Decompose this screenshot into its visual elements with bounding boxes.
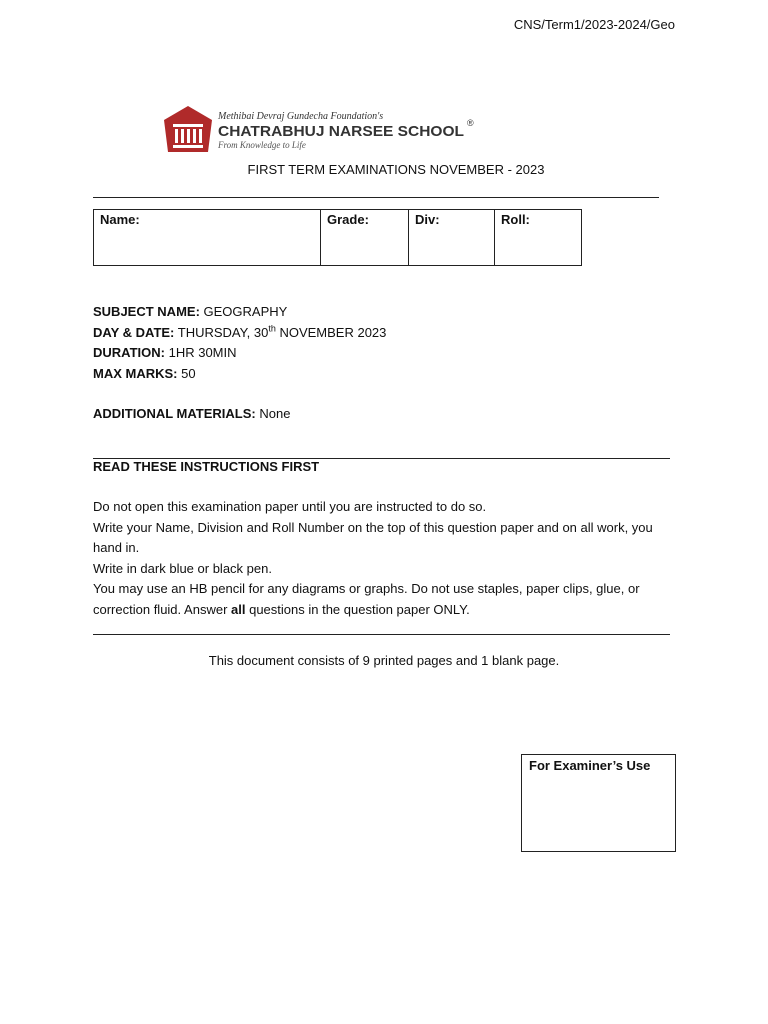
instruction-item: You may use an HB pencil for any diagrams or graphs. Do not use staples, paper clips, glue, or correction fluid. Answer all questions in the question paper ONLY. (93, 581, 640, 617)
date-line: DAY & DATE: THURSDAY, 30th NOVEMBER 2023 (93, 323, 387, 340)
page-count-note: This document consists of 9 printed pages and 1 blank page. (208, 653, 560, 668)
max-marks-line: MAX MARKS: 50 (93, 365, 196, 381)
school-emblem-icon (164, 106, 212, 152)
exam-details (93, 302, 386, 425)
header-divider (93, 197, 659, 198)
instructions-list (93, 497, 673, 620)
grade-cell[interactable]: Grade: (321, 210, 409, 266)
logo-registered-mark: ® (467, 118, 474, 128)
duration-line: DURATION: 1HR 30MIN (93, 345, 237, 360)
roll-cell[interactable]: Roll: (495, 210, 582, 266)
instruction-item: Write your Name, Division and Roll Number on the top of this question paper and on all work, you hand in. (93, 519, 653, 555)
exam-title: FIRST TERM EXAMINATIONS NOVEMBER - 2023 (247, 162, 545, 177)
logo-school-name: CHATRABHUJ NARSEE SCHOOL (218, 123, 464, 140)
additional-materials-line: ADDITIONAL MATERIALS: None (93, 406, 291, 421)
subject-line: SUBJECT NAME: GEOGRAPHY (93, 304, 288, 319)
instructions-bottom-divider (93, 634, 670, 635)
instruction-item: Do not open this examination paper until you are instructed to do so. (93, 499, 487, 514)
school-logo (164, 104, 484, 156)
document-reference: CNS/Term1/2023-2024/Geo (513, 17, 675, 32)
student-details-table (93, 209, 582, 266)
logo-tagline: From Knowledge to Life (218, 140, 306, 150)
examiner-use-label: For Examiner’s Use (529, 758, 651, 773)
name-cell[interactable]: Name: (94, 210, 321, 266)
examiner-use-box (521, 754, 676, 852)
logo-foundation-text: Methibai Devraj Gundecha Foundation's (218, 111, 384, 122)
instruction-item: Write in dark blue or black pen. (93, 560, 272, 576)
div-cell[interactable]: Div: (409, 210, 495, 266)
instructions-heading: READ THESE INSTRUCTIONS FIRST (93, 459, 320, 474)
